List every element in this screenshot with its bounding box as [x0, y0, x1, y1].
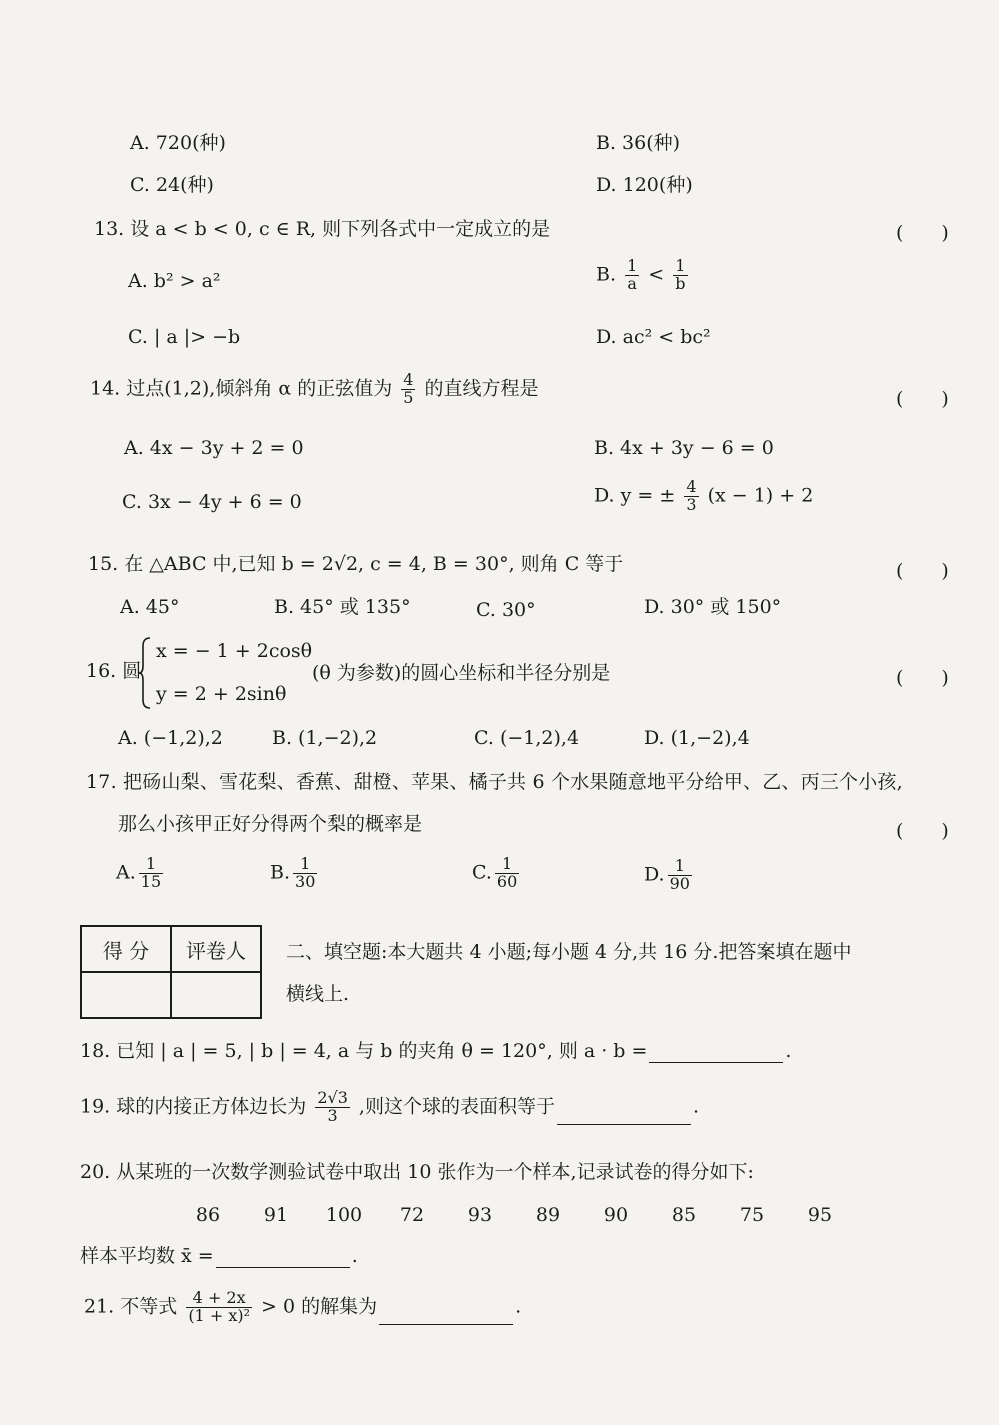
q13-stem: 13. 设 a < b < 0, c ∈ R, 则下列各式中一定成立的是: [94, 218, 551, 240]
frac-numerator: 4: [403, 370, 414, 389]
q14-stem-post: 的直线方程是: [424, 377, 539, 400]
q17-option-b: [270, 856, 320, 891]
frac-numerator: 1: [673, 258, 687, 276]
q15-option-b: B. 45° 或 135°: [274, 596, 411, 618]
q17-option-a-prefix: A.: [116, 861, 136, 884]
q16-stem-post: (θ 为参数)的圆心坐标和半径分别是: [312, 662, 611, 684]
q14-option-c: C. 3x − 4y + 6 = 0: [122, 491, 302, 513]
q20-score: 85: [671, 1204, 697, 1226]
q13-option-b-prefix: B.: [596, 263, 617, 286]
q19-stem-pre: 19. 球的内接正方体边长为: [80, 1095, 307, 1118]
q20-answer-line: [80, 1245, 358, 1268]
q14-option-d-pre: D. y = ±: [594, 484, 676, 507]
q17-answer-paren: ( ): [896, 820, 949, 842]
q13-option-b-frac1: [625, 258, 639, 293]
score-cell: [81, 972, 171, 1018]
q15-answer-paren: ( ): [896, 560, 949, 582]
q20-stem: 20. 从某班的一次数学测验试卷中取出 10 张作为一个样本,记录试卷的得分如下:: [80, 1161, 754, 1183]
q19-frac: [315, 1090, 350, 1125]
q16-option-b: B. (1,−2),2: [272, 727, 378, 749]
q19-stem-post: ,则这个球的表面积等于: [358, 1095, 555, 1118]
q17-option-c-prefix: C.: [472, 861, 492, 884]
q14-stem-pre: 14. 过点(1,2),倾斜角 α 的正弦值为: [90, 377, 393, 400]
q16-option-c: C. (−1,2),4: [474, 727, 580, 749]
q21-answer-blank[interactable]: [379, 1304, 513, 1325]
q21-end: .: [515, 1295, 522, 1318]
q13-option-a: A. b² > a²: [128, 270, 221, 292]
q15-option-a: A. 45°: [120, 596, 180, 618]
q21-stem: [84, 1290, 521, 1325]
q17-option-c-frac: [495, 856, 519, 891]
q17-option-b-prefix: B.: [270, 861, 291, 884]
q13-option-c: C. | a |> −b: [128, 326, 241, 348]
q17-option-d: [644, 858, 695, 893]
q12-option-b: B. 36(种): [596, 132, 681, 154]
frac-denominator: 15: [140, 871, 162, 891]
q15-stem: 15. 在 △ABC 中,已知 b = 2√2, c = 4, B = 30°, 则角 C 等于: [88, 553, 624, 575]
section2-title-line2: 横线上.: [286, 983, 350, 1005]
section2-title-line1: 二、填空题:本大题共 4 小题;每小题 4 分,共 16 分.把答案填在题中: [286, 941, 852, 963]
frac-denominator: a: [627, 273, 637, 293]
q13-option-b-frac2: [673, 258, 687, 293]
frac-numerator: 1: [495, 856, 519, 874]
q17-option-a-frac: [139, 856, 163, 891]
q13-option-d: D. ac² < bc²: [596, 326, 711, 348]
frac-denominator: 3: [686, 494, 697, 514]
q14-option-a: A. 4x − 3y + 2 = 0: [124, 437, 304, 459]
q17-option-d-frac: [668, 858, 692, 893]
q16-option-d: D. (1,−2),4: [644, 727, 750, 749]
frac-denominator: 60: [496, 871, 518, 891]
q14-option-d-frac: [684, 479, 698, 514]
frac-denominator: 90: [669, 873, 690, 893]
q17-option-c: [472, 856, 522, 891]
q20-score: 86: [195, 1204, 221, 1226]
q13-answer-paren: ( ): [896, 222, 949, 244]
q18-end: .: [785, 1040, 792, 1062]
q16-brace: [138, 636, 152, 710]
frac-denominator: (1 + x)²: [188, 1305, 250, 1325]
grader-cell: [171, 972, 261, 1018]
q12-option-a: A. 720(种): [130, 132, 226, 154]
q19-stem: [80, 1090, 699, 1125]
q13-option-b: [596, 258, 691, 293]
q14-option-b: B. 4x + 3y − 6 = 0: [594, 437, 774, 459]
q17-option-b-frac: [293, 856, 317, 891]
q16-answer-paren: ( ): [896, 667, 949, 689]
score-header: 得 分: [81, 926, 171, 972]
q12-option-d: D. 120(种): [596, 174, 693, 196]
q14-stem: [90, 372, 539, 407]
q16-equation-line2: y = 2 + 2sinθ: [156, 683, 287, 705]
frac-numerator: 2√3: [317, 1088, 348, 1107]
q18-answer-blank[interactable]: [649, 1042, 783, 1063]
frac-numerator: 1: [293, 856, 317, 874]
q20-answer-label: 样本平均数 x̄ =: [80, 1245, 214, 1267]
q20-score: 95: [807, 1204, 833, 1226]
frac-denominator: 5: [403, 387, 414, 407]
q20-end: .: [351, 1245, 358, 1267]
q16-equation-line1: x = − 1 + 2cosθ: [156, 640, 313, 662]
q15-option-d: D. 30° 或 150°: [644, 596, 782, 618]
q20-answer-blank[interactable]: [216, 1247, 350, 1268]
q20-score: 89: [535, 1204, 561, 1226]
score-table: [80, 925, 262, 1019]
q20-score: 91: [263, 1204, 289, 1226]
q16-number: 16. 圆: [86, 660, 142, 682]
q20-score: 90: [603, 1204, 629, 1226]
q19-end: .: [692, 1095, 700, 1118]
frac-numerator: 1: [139, 856, 163, 874]
q17-stem-line2: 那么小孩甲正好分得两个梨的概率是: [118, 813, 423, 835]
q17-option-d-prefix: D.: [644, 863, 665, 886]
q20-score: 75: [739, 1204, 765, 1226]
grader-header: 评卷人: [171, 926, 261, 972]
q14-option-d-post: (x − 1) + 2: [707, 484, 814, 507]
frac-numerator: 1: [668, 858, 692, 876]
q21-stem-post: > 0 的解集为: [261, 1295, 378, 1318]
q20-score: 93: [467, 1204, 493, 1226]
q15-option-c: C. 30°: [476, 599, 536, 621]
q20-score: 100: [325, 1204, 363, 1226]
q21-stem-pre: 21. 不等式: [84, 1295, 178, 1318]
q14-answer-paren: ( ): [896, 388, 949, 410]
frac-numerator: 1: [627, 256, 638, 275]
q14-stem-frac: [401, 372, 415, 407]
q17-option-a: [116, 856, 166, 891]
frac-denominator: b: [675, 273, 686, 293]
frac-denominator: 30: [295, 871, 316, 891]
q21-frac: [186, 1290, 252, 1325]
q12-option-c: C. 24(种): [130, 174, 214, 196]
q13-option-b-op: <: [648, 263, 665, 286]
q17-stem-line1: 17. 把砀山梨、雪花梨、香蕉、甜橙、苹果、橘子共 6 个水果随意地平分给甲、乙、丙三个小孩,: [86, 771, 903, 793]
frac-numerator: 4: [686, 477, 697, 496]
q14-option-d: [594, 479, 813, 514]
q19-answer-blank[interactable]: [557, 1104, 691, 1125]
q16-option-a: A. (−1,2),2: [118, 727, 223, 749]
q20-score: 72: [399, 1204, 425, 1226]
frac-denominator: 3: [327, 1105, 338, 1125]
q18-stem: [80, 1040, 791, 1063]
frac-numerator: 4 + 2x: [186, 1290, 252, 1308]
q18-stem-text: 18. 已知 | a | = 5, | b | = 4, a 与 b 的夹角 θ = 120°, 则 a · b =: [80, 1040, 648, 1062]
q20-score-row: [174, 1204, 854, 1227]
